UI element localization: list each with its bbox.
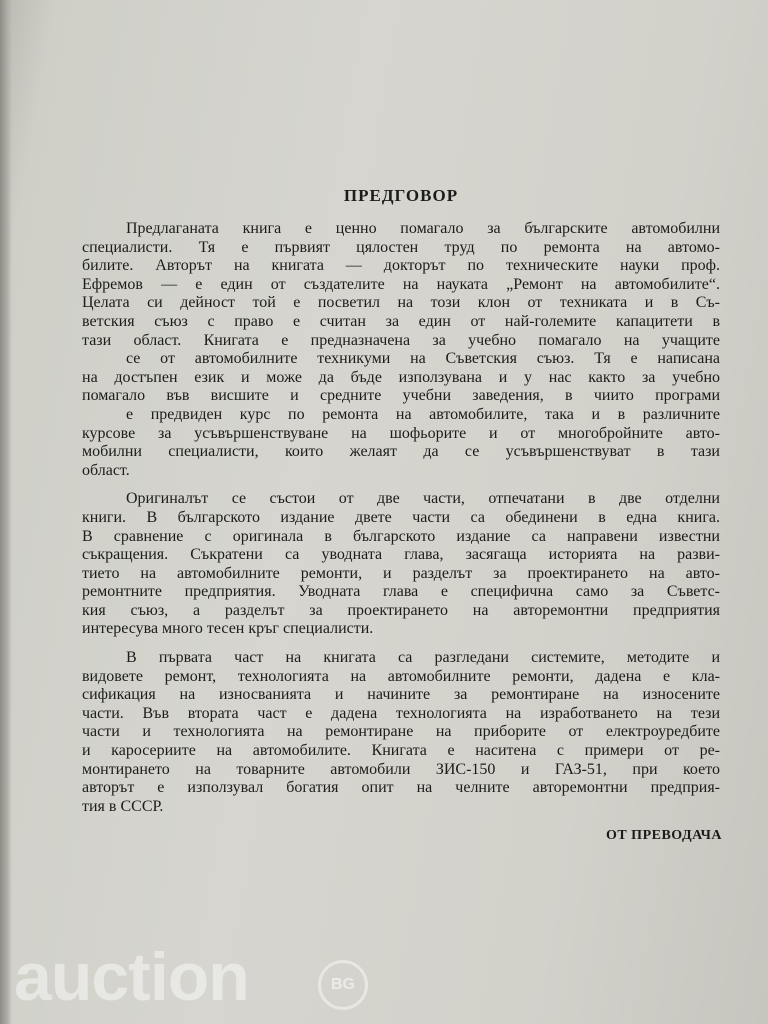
text-line: кия съюз, а разделът за проектирането на авторемонтни предприятия xyxy=(82,601,720,619)
text-line: В сравнение с оригинала в българското издание са направени известни xyxy=(82,527,720,545)
text-line: видовете ремонт, технологията на автомобилните ремонти, дадена е кла- xyxy=(82,667,720,685)
text-line: мобилни специалисти, които желаят да се усъвършенствуват в тази xyxy=(82,443,720,461)
paragraph-1 xyxy=(82,220,720,480)
watermark-logo: auction xyxy=(14,939,249,1015)
text-line: и каросериите на автомобилите. Книгата е наситена с примери от ре- xyxy=(82,742,720,760)
text-line: части. Във втората част е дадена технологията на изработването на тези xyxy=(82,704,720,722)
text-line: части и технологията на ремонтиране на приборите от електроуредбите xyxy=(82,723,720,741)
text-line: В първата част на книгата са разгледани системите, методите и xyxy=(126,649,720,667)
text-line: интересува много тесен кръг специалисти. xyxy=(82,620,374,638)
text-line: книги. В българското издание двете части са обединени в една книга. xyxy=(82,508,720,526)
text-line: специалисти. Тя е първият цялостен труд по ремонта на автомо- xyxy=(82,238,720,256)
page-title: ПРЕДГОВОР xyxy=(343,186,459,205)
text-line: тия в СССР. xyxy=(82,797,164,815)
text-line: област. xyxy=(82,461,130,479)
paragraph-2 xyxy=(82,490,720,639)
text-line: е предвиден курс по ремонта на автомобилите, така и в различните xyxy=(126,405,720,423)
text-line: Оригиналът се състои от две части, отпечатани в две отделни xyxy=(126,490,720,508)
text-line: тази област. Книгата е предназначена за учебно помагало на учащите xyxy=(82,331,720,349)
text-line: Ефремов — е един от създателите на науката „Ремонт на автомобилите“. xyxy=(82,275,720,293)
text-line: монтирането на товарните автомобили ЗИС-150 и ГАЗ-51, при което xyxy=(82,760,720,778)
text-line: ветския съюз с право е считан за един от най-големите капацитети в xyxy=(82,312,720,330)
book-spine-shadow xyxy=(0,0,12,1024)
text-line: помагало във висшите и средните учебни заведения, в чиито програми xyxy=(82,387,720,405)
text-line: тието на автомобилните ремонти, и разделът за проектирането на авто- xyxy=(82,564,720,582)
text-line: билите. Авторът на книгата — докторът по техническите науки проф. xyxy=(82,257,720,275)
text-line: се от автомобилните техникуми на Съветския съюз. Тя е написана xyxy=(126,350,720,368)
paragraph-3 xyxy=(82,649,720,816)
watermark-badge-icon: BG xyxy=(318,960,368,1010)
text-line: авторът е използувал богатия опит на челните авторемонтни предприя- xyxy=(82,779,720,797)
signature: ОТ ПРЕВОДАЧА xyxy=(605,828,722,844)
text-line: на достъпен език и може да бъде използувана и у нас както за учебно xyxy=(82,368,720,386)
text-line: ремонтните предприятия. Уводната глава е специфична само за Съветс- xyxy=(82,583,720,601)
text-line: съкращения. Съкратени са уводната глава, засягаща историята на разви- xyxy=(82,546,720,564)
text-line: курсове за усъвършенствуване на шофьорите и от многобройните авто- xyxy=(82,424,720,442)
text-line: Предлаганата книга е ценно помагало за българските автомобилни xyxy=(126,220,720,237)
text-line: сификация на износванията и начините за ремонтиране на износените xyxy=(82,686,720,704)
page-content xyxy=(82,178,720,844)
text-line: Целата си дейност той е посветил на този клон от техниката и в Съ- xyxy=(82,294,720,312)
